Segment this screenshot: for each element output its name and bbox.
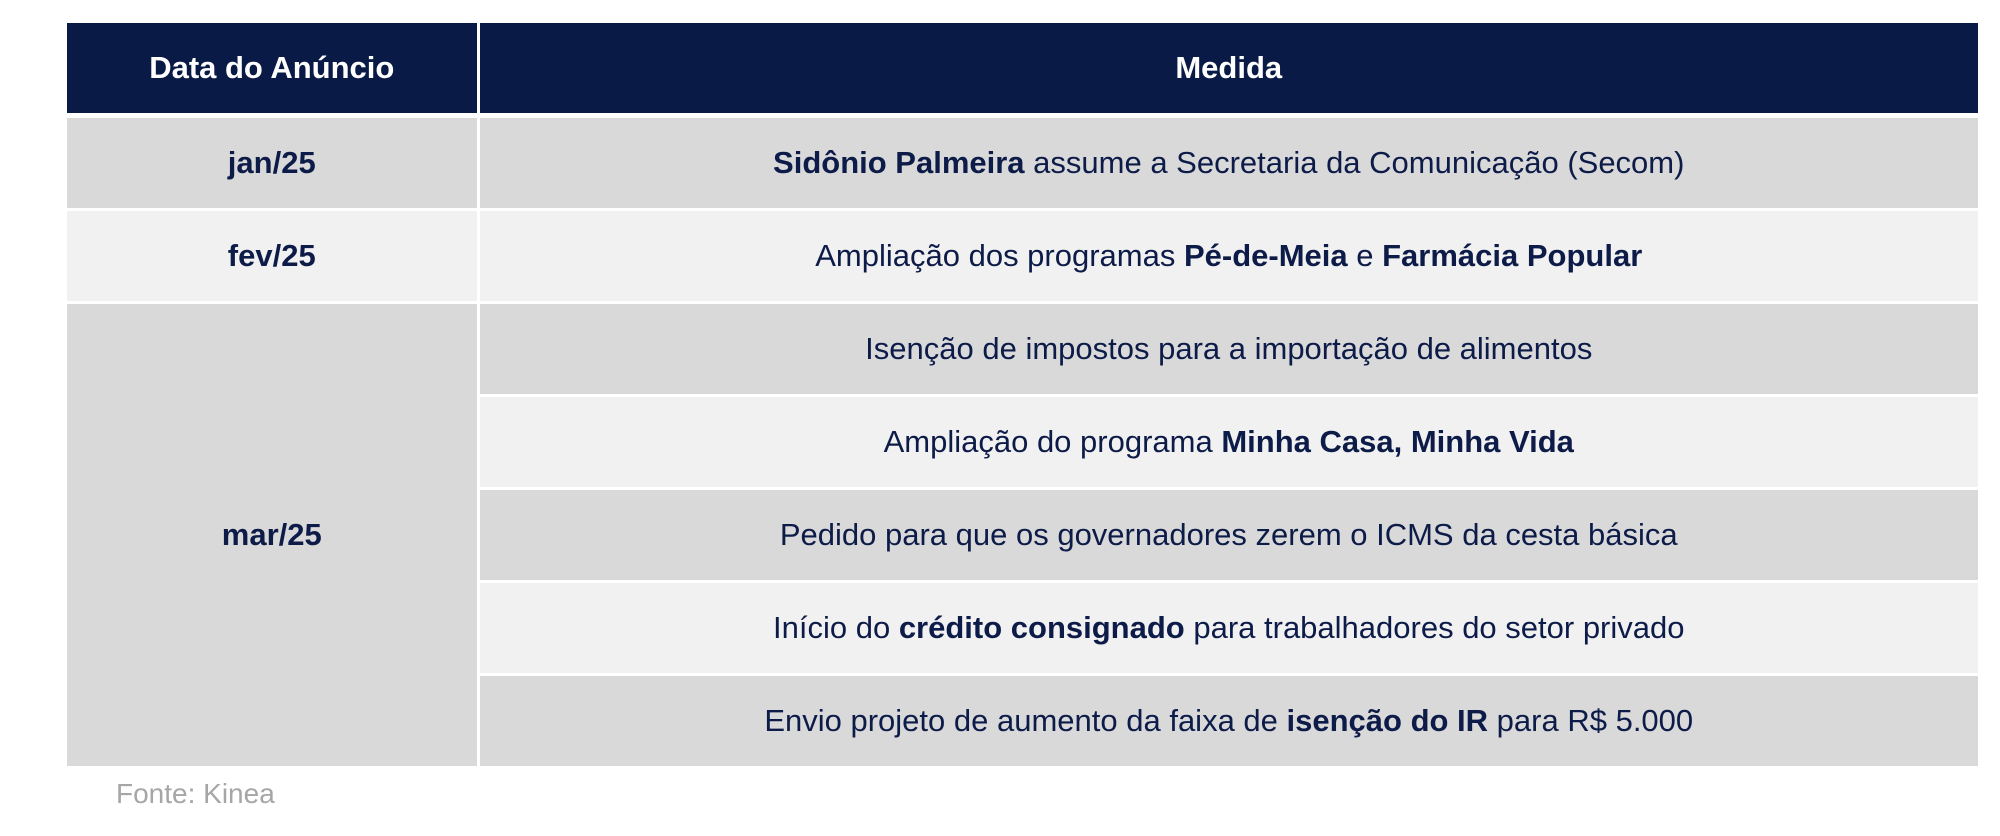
row-measure (478, 489, 1978, 582)
measure-bold-text: Minha Casa, Minha Vida (1221, 424, 1574, 459)
source-note: Fonte: Kinea (116, 778, 275, 809)
row-date: fev/25 (67, 210, 478, 303)
measure-bold-text: Farmácia Popular (1382, 238, 1643, 273)
row-measure (478, 116, 1978, 210)
measure-bold-text: isenção do IR (1286, 703, 1489, 738)
row-measure (478, 582, 1978, 675)
measures-table-container (67, 23, 1978, 769)
measure-text: Pedido para que os governadores zerem o ICMS da cesta básica (779, 517, 1678, 552)
table-header-row (67, 23, 1978, 116)
row-date: mar/25 (67, 303, 478, 768)
measure-text: Início do (773, 610, 899, 645)
measure-text: para trabalhadores do setor privado (1184, 610, 1685, 645)
measure-text: assume a Secretaria da Comunicação (Secom) (1024, 145, 1685, 180)
header-date: Data do Anúncio (67, 23, 478, 116)
measure-bold-text: crédito consignado (898, 610, 1185, 645)
measure-text: e (1347, 238, 1383, 273)
measure-text: Isenção de impostos para a importação de alimentos (865, 331, 1593, 366)
row-measure (478, 303, 1978, 396)
row-date: jan/25 (67, 116, 478, 210)
header-measure: Medida (478, 23, 1978, 116)
table-row (67, 210, 1978, 303)
table-row (67, 116, 1978, 210)
row-measure (478, 396, 1978, 489)
measure-text: Envio projeto de aumento da faixa de (764, 703, 1287, 738)
row-measure (478, 210, 1978, 303)
measure-bold-text: Pé-de-Meia (1183, 238, 1348, 273)
measure-text: para R$ 5.000 (1488, 703, 1694, 738)
row-measure (478, 675, 1978, 768)
measure-bold-text: Sidônio Palmeira (773, 145, 1025, 180)
measure-text: Ampliação do programa (883, 424, 1222, 459)
measures-table (67, 23, 1978, 769)
measure-text: Ampliação dos programas (815, 238, 1184, 273)
table-row (67, 303, 1978, 396)
